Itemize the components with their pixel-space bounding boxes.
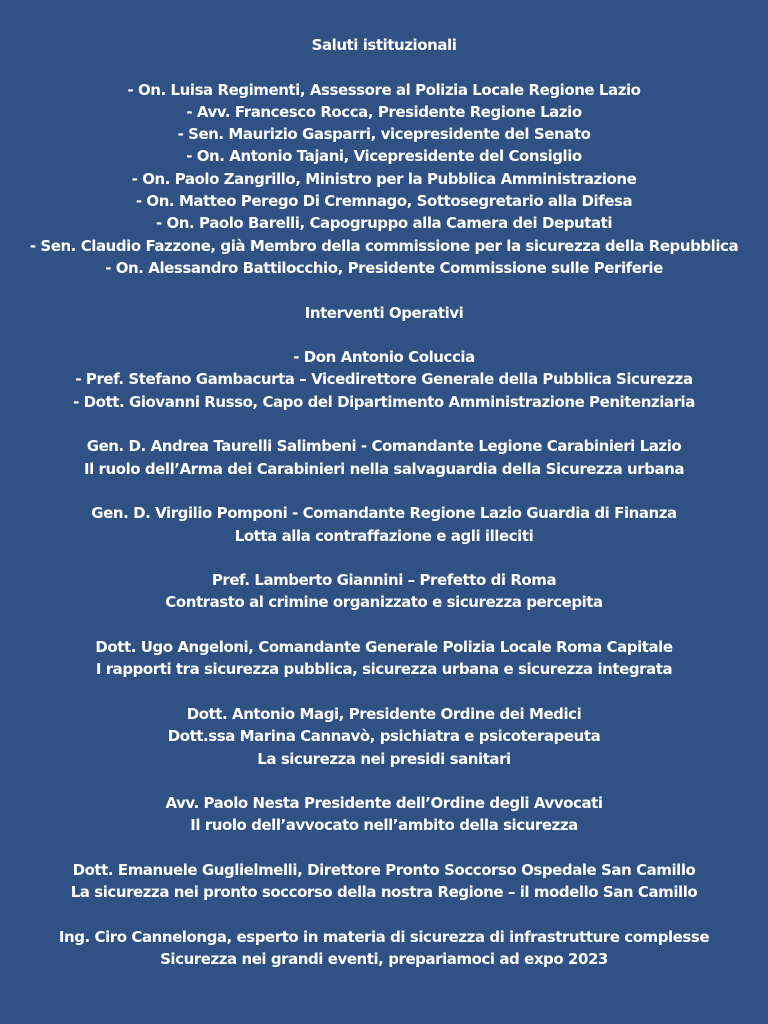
saluti-list-item: - On. Paolo Barelli, Capogruppo alla Camera dei Deputati [155, 214, 613, 233]
spacer [0, 904, 768, 926]
spacer [0, 770, 768, 792]
spacer [0, 413, 768, 435]
saluti-list-item: - Sen. Claudio Fazzone, già Membro della commissione per la sicurezza della Repubblica [29, 236, 739, 255]
talk-speaker: Ing. Ciro Cannelonga, esperto in materia di sicurezza di infrastrutture complesse [58, 927, 710, 946]
talk-speaker: Dott. Emanuele Guglielmelli, Direttore Pronto Soccorso Ospedale San Camillo [72, 860, 696, 879]
talk-topic: Il ruolo dell’Arma dei Carabinieri nella salvaguardia della Sicurezza urbana [83, 459, 685, 478]
saluti-list-item: - On. Antonio Tajani, Vicepresidente del Consiglio [186, 147, 582, 166]
talk-topic: Contrasto al crimine organizzato e sicurezza percepita [165, 593, 603, 612]
talk-topic: Il ruolo dell’avvocato nell’ambito della sicurezza [190, 816, 578, 835]
spacer [0, 681, 768, 703]
interventi-list-item: - Pref. Stefano Gambacurta – Vicedirettore Generale della Pubblica Sicurezza [75, 370, 693, 389]
spacer [0, 324, 768, 346]
talk-speaker: Gen. D. Virgilio Pomponi - Comandante Regione Lazio Guardia di Finanza [91, 504, 677, 523]
talk-speaker: Dott.ssa Marina Cannavò, psichiatra e psicoterapeuta [167, 727, 601, 746]
spacer [0, 614, 768, 636]
saluti-list-item: - On. Alessandro Battilocchio, Presidente Commissione sulle Periferie [105, 258, 663, 277]
section-heading-interventi: Interventi Operativi [304, 303, 464, 322]
spacer [0, 837, 768, 859]
talk-speaker: Pref. Lamberto Giannini – Prefetto di Roma [211, 571, 557, 590]
talk-topic: Sicurezza nei grandi eventi, prepariamoci ad expo 2023 [160, 950, 608, 969]
spacer [0, 480, 768, 502]
spacer [0, 279, 768, 301]
talk-speaker: Avv. Paolo Nesta Presidente dell’Ordine degli Avvocati [165, 794, 603, 813]
interventi-list-item: - Dott. Giovanni Russo, Capo del Dipartimento Amministrazione Penitenziaria [73, 392, 695, 411]
saluti-list-item: - Avv. Francesco Rocca, Presidente Regione Lazio [186, 102, 582, 121]
saluti-list-item: - On. Paolo Zangrillo, Ministro per la Pubblica Amministrazione [131, 169, 637, 188]
section-heading-saluti: Saluti istituzionali [311, 36, 457, 54]
talk-speaker: Dott. Antonio Magi, Presidente Ordine dei Medici [186, 704, 582, 723]
talk-speaker: Dott. Ugo Angeloni, Comandante Generale Polizia Locale Roma Capitale [95, 638, 673, 657]
spacer [0, 547, 768, 569]
talk-topic: Lotta alla contraffazione e agli illeciti [234, 526, 534, 545]
talk-topic: La sicurezza nei presidi sanitari [257, 749, 511, 768]
saluti-list-item: - On. Luisa Regimenti, Assessore al Polizia Locale Regione Lazio [127, 80, 641, 99]
talk-topic: La sicurezza nei pronto soccorso della nostra Regione – il modello San Camillo [70, 883, 698, 902]
spacer [0, 56, 768, 78]
saluti-list-item: - On. Matteo Perego Di Cremnago, Sottosegretario alla Difesa [135, 192, 633, 211]
saluti-list-item: - Sen. Maurizio Gasparri, vicepresidente del Senato [177, 125, 591, 144]
talk-topic: I rapporti tra sicurezza pubblica, sicurezza urbana e sicurezza integrata [95, 660, 673, 679]
interventi-list-item: - Don Antonio Coluccia [293, 348, 475, 367]
talk-speaker: Gen. D. Andrea Taurelli Salimbeni - Comandante Legione Carabinieri Lazio [86, 437, 682, 456]
